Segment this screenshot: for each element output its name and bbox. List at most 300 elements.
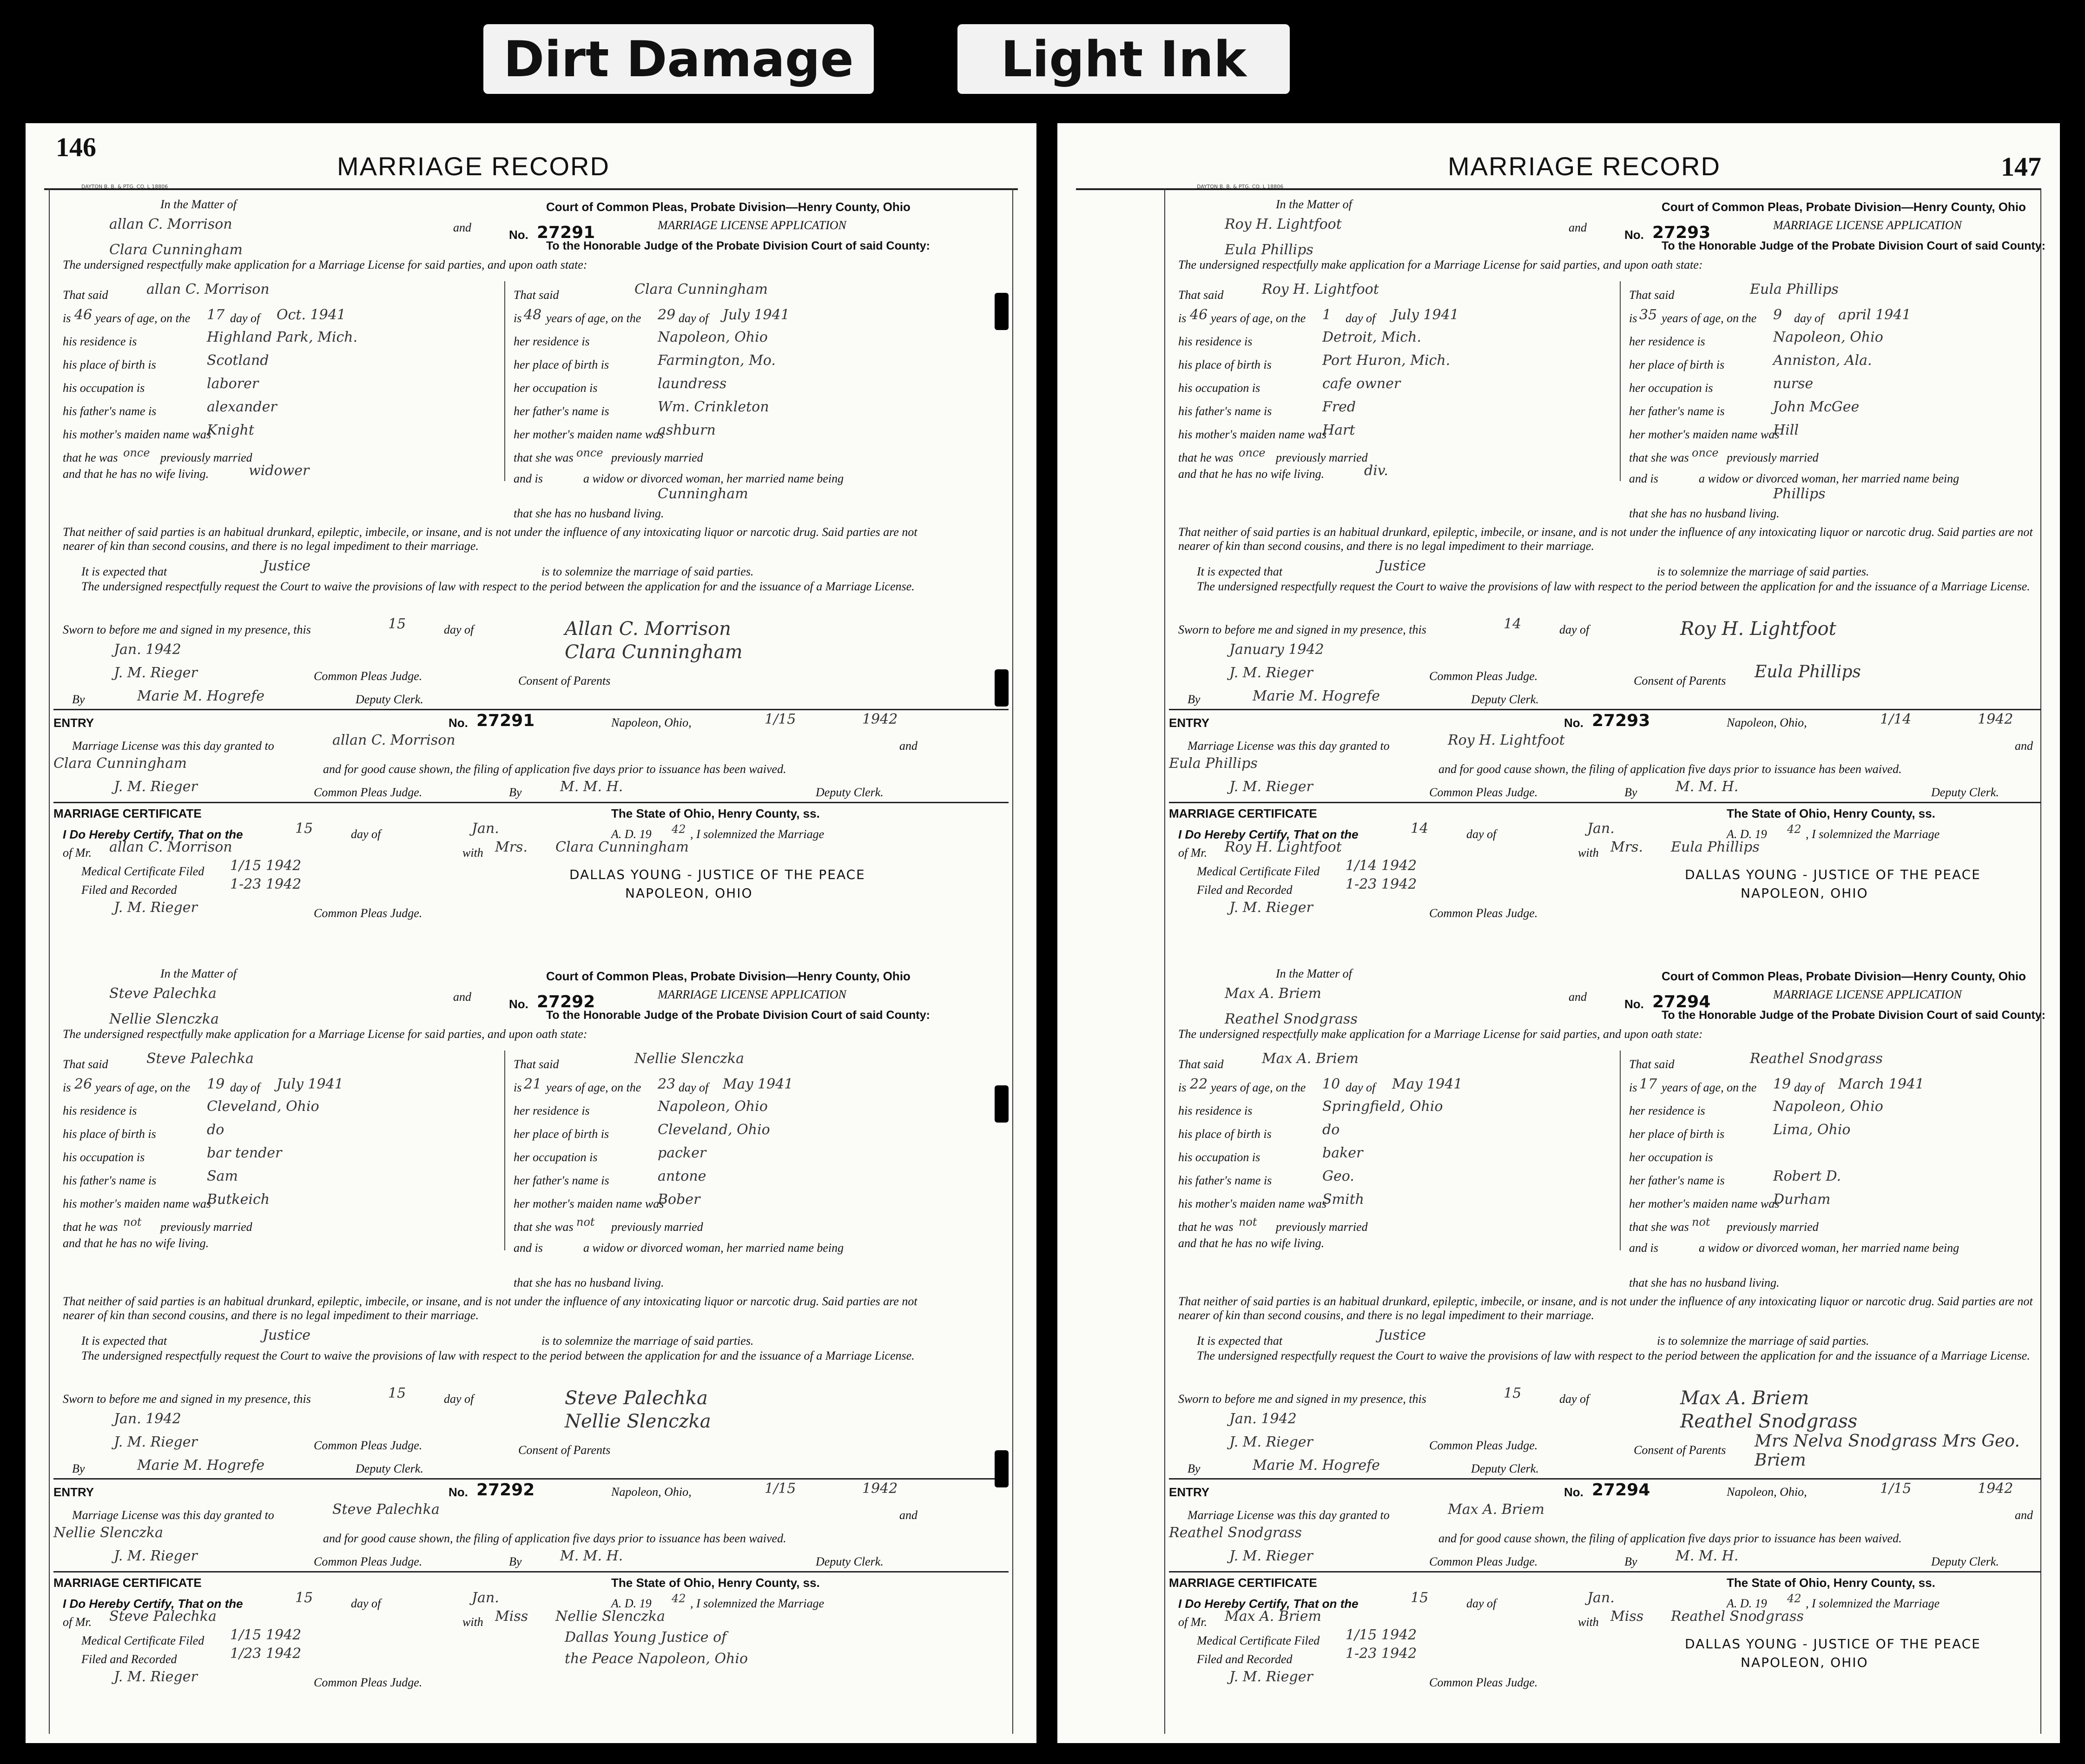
clerk-signature: Marie M. Hogrefe <box>1253 1457 1380 1473</box>
and-label: and <box>1569 990 1587 1004</box>
cert-heading: MARRIAGE CERTIFICATE <box>53 1576 202 1590</box>
and-label: and <box>453 221 471 234</box>
jp-stamp-line2: NAPOLEON, OHIO <box>625 885 753 901</box>
honorable-line: To the Honorable Judge of the Probate Division Court of said County: <box>1662 1009 2045 1022</box>
cert-title: Mrs. <box>1610 839 1643 855</box>
neither-clause: That neither of said parties is an habitual drunkard, epileptic, imbecile, or insane, and is not under the influence of any intoxicating liquor or narcotic drug. Said parties are not nearer of kin than second cousins, and there is no legal impediment to their marriage. <box>63 1295 917 1322</box>
record-block <box>53 967 1009 1729</box>
cert-year: 42 <box>672 1592 686 1605</box>
entry-date: 1/14 <box>1880 711 1912 727</box>
entry-by: M. M. H. <box>1676 779 1739 795</box>
bride-b_father-label: her father's name is <box>1629 404 1725 418</box>
bride-birth-day: 19 <box>1773 1076 1791 1092</box>
groom-g_mother: Butkeich <box>207 1191 270 1208</box>
officiant: Justice <box>263 558 310 574</box>
years-age-label: years of age, on the <box>1662 1081 1757 1094</box>
cert-bride: Clara Cunningham <box>555 839 689 855</box>
top-rule <box>1076 188 2041 190</box>
bride-b_father-label: her father's name is <box>514 1174 609 1187</box>
ad-label: A. D. 19 <box>1727 1597 1767 1610</box>
bride-signature: Nellie Slenczka <box>565 1411 711 1432</box>
license-number: 27291 <box>537 223 595 242</box>
groom-birth-day: 1 <box>1322 307 1332 323</box>
bride-name: Clara Cunningham <box>109 242 243 258</box>
bride-age: 48 <box>524 307 542 323</box>
entry-bride: Nellie Slenczka <box>53 1525 163 1541</box>
column-divider <box>504 1050 505 1250</box>
clerk-label: Deputy Clerk. <box>816 1555 884 1568</box>
entry-heading: ENTRY <box>1169 716 1210 730</box>
entry-rule <box>1169 709 2041 710</box>
neither-clause: That neither of said parties is an habitual drunkard, epileptic, imbecile, or insane, and is not under the influence of any intoxicating liquor or narcotic drug. Said parties are not nearer of kin than second cousins, and there is no legal impediment to their marriage. <box>1178 525 2033 553</box>
consent-label: Consent of Parents <box>1634 674 1726 687</box>
cert-month: Jan. <box>1587 1590 1615 1606</box>
filed-date: 1/23 1942 <box>230 1645 302 1662</box>
groom-birth-month: May 1941 <box>1392 1076 1463 1092</box>
with-label: with <box>1578 846 1599 859</box>
clerk-signature: Marie M. Hogrefe <box>1253 688 1380 704</box>
bride-name: Eula Phillips <box>1225 242 1313 258</box>
margin-rule <box>49 188 50 1734</box>
bride-prev: not <box>1692 1216 1710 1229</box>
that-he-label: that he was <box>63 1220 118 1234</box>
years-age-label: years of age, on the <box>1211 311 1306 325</box>
prev-married-label: previously married <box>1276 451 1368 464</box>
prev-married-label: previously married <box>1276 1220 1368 1234</box>
that-she-label: that she was <box>514 451 574 464</box>
cert-groom: allan C. Morrison <box>109 839 232 855</box>
light-ink-label: Light Ink <box>957 24 1290 94</box>
med-cert-label: Medical Certificate Filed <box>81 1634 205 1647</box>
groom-g_father: Sam <box>207 1168 238 1184</box>
bride-b_birth: Lima, Ohio <box>1773 1122 1851 1138</box>
binder-hole <box>995 1085 1009 1123</box>
sworn-label: Sworn to before me and signed in my presence, this <box>63 623 311 636</box>
state-label: The State of Ohio, Henry County, ss. <box>611 1576 820 1590</box>
dirt-damage-label: Dirt Damage <box>483 24 874 94</box>
cert-rule <box>53 802 1009 803</box>
binder-hole <box>995 1450 1009 1487</box>
groom-g_birth-label: his place of birth is <box>63 358 156 371</box>
groom-g_birth-label: his place of birth is <box>1178 1127 1272 1141</box>
groom-g_res: Springfield, Ohio <box>1322 1098 1443 1115</box>
by-label: By <box>1188 1462 1201 1475</box>
record-block <box>53 198 1009 960</box>
no-wife-label: and that he has no wife living. <box>63 1236 209 1250</box>
napoleon-label: Napoleon, Ohio, <box>1727 716 1807 729</box>
in-matter-label: In the Matter of <box>160 967 237 980</box>
consent-signature: Mrs Nelva Snodgrass Mrs Geo. Briem <box>1755 1432 2020 1470</box>
bride-b_occ-label: her occupation is <box>514 381 598 395</box>
solemnize-label: is to solemnize the marriage of said parties. <box>1657 1334 1869 1348</box>
bride-b_res: Napoleon, Ohio <box>658 1098 768 1115</box>
groom-g_mother-label: his mother's maiden name was <box>1178 1197 1326 1210</box>
entry-year: 1942 <box>1978 1480 2013 1497</box>
groom-g_res: Detroit, Mich. <box>1322 329 1421 345</box>
that-she-label: that she was <box>1629 1220 1689 1234</box>
sworn-month: Jan. 1942 <box>1229 1411 1297 1427</box>
judge-label: Common Pleas Judge. <box>1429 669 1538 683</box>
day-of-label: day of <box>1346 311 1376 325</box>
sworn-label: Sworn to before me and signed in my presence, this <box>1178 1392 1426 1406</box>
entry-groom: allan C. Morrison <box>332 732 455 748</box>
of-mr-label: of Mr. <box>1178 846 1207 859</box>
ad-label: A. D. 19 <box>611 1597 652 1610</box>
consent-label: Consent of Parents <box>518 1443 611 1457</box>
cert-rule <box>1169 802 2041 803</box>
bride-b_res-label: her residence is <box>514 335 590 348</box>
license-no-label: No. <box>1624 228 1644 242</box>
by-label: By <box>72 1462 85 1475</box>
groom-prev: once <box>123 446 150 459</box>
left-page <box>26 123 1036 1743</box>
hereby-label: I Do Hereby Certify, That on the <box>63 827 243 841</box>
clerk-signature: Marie M. Hogrefe <box>137 1457 264 1473</box>
years-age-label: years of age, on the <box>95 311 191 325</box>
prev-married-label: previously married <box>1727 1220 1819 1234</box>
bride-b_occ: laundress <box>658 376 727 392</box>
med-cert-date: 1/15 1942 <box>1346 1627 1417 1643</box>
license-no-label: No. <box>1624 997 1644 1011</box>
jp-stamp-line1: DALLAS YOUNG - JUSTICE OF THE PEACE <box>1685 1636 1981 1652</box>
day-of-label: day of <box>444 1392 474 1406</box>
groom-name: allan C. Morrison <box>109 216 232 232</box>
good-cause-label: and for good cause shown, the filing of application five days prior to issuance has been waived. <box>1438 1532 1902 1545</box>
judge-label: Common Pleas Judge. <box>314 1555 422 1568</box>
judge-label: Common Pleas Judge. <box>314 786 422 799</box>
groom-g_mother: Hart <box>1322 422 1355 438</box>
neither-clause: That neither of said parties is an habitual drunkard, epileptic, imbecile, or insane, and is not under the influence of any intoxicating liquor or narcotic drug. Said parties are not nearer of kin than second cousins, and there is no legal impediment to their marriage. <box>63 525 917 553</box>
entry-bride: Clara Cunningham <box>53 755 187 772</box>
cert-title: Miss <box>1610 1608 1644 1625</box>
bride-b_father: antone <box>658 1168 706 1184</box>
cert-title: Miss <box>495 1608 528 1625</box>
entry-license-number: 27294 <box>1592 1480 1650 1500</box>
groom-g_father: Fred <box>1322 399 1356 415</box>
entry-rule <box>53 1478 1009 1480</box>
jp-stamp-line1: DALLAS YOUNG - JUSTICE OF THE PEACE <box>1685 867 1981 882</box>
by-label: By <box>1188 693 1201 706</box>
hereby-label: I Do Hereby Certify, That on the <box>63 1597 243 1611</box>
and-is-label: and is <box>1629 472 1658 485</box>
hereby-label: I Do Hereby Certify, That on the <box>1178 1597 1359 1611</box>
entry-bride: Eula Phillips <box>1169 755 1258 772</box>
groom-birth-day: 17 <box>207 307 225 323</box>
bride-b_mother-label: her mother's maiden name was <box>1629 428 1780 441</box>
groom-g_res: Highland Park, Mich. <box>207 329 358 345</box>
day-of-label: day of <box>230 1081 260 1094</box>
cert-year: 42 <box>1787 823 1801 836</box>
bride-name-repeat: Nellie Slenczka <box>634 1050 744 1067</box>
groom-g_res: Cleveland, Ohio <box>207 1098 319 1115</box>
groom-g_mother-label: his mother's maiden name was <box>63 1197 211 1210</box>
expected-label: It is expected that <box>1197 1334 1283 1348</box>
med-cert-label: Medical Certificate Filed <box>81 865 205 878</box>
clerk-label: Deputy Clerk. <box>356 1462 423 1475</box>
expected-label: It is expected that <box>1197 565 1283 578</box>
med-cert-label: Medical Certificate Filed <box>1197 865 1320 878</box>
judge-label: Common Pleas Judge. <box>1429 1555 1538 1568</box>
is-label: is <box>63 1081 71 1094</box>
entry-bride: Reathel Snodgrass <box>1169 1525 1302 1541</box>
bride-b_occ-label: her occupation is <box>1629 381 1713 395</box>
officiant: Justice <box>1378 1327 1426 1343</box>
groom-g_occ: baker <box>1322 1145 1363 1161</box>
entry-groom: Steve Palechka <box>332 1501 440 1518</box>
and-is-label: and is <box>1629 1241 1658 1255</box>
entry-heading: ENTRY <box>53 1485 94 1499</box>
that-he-label: that he was <box>1178 1220 1234 1234</box>
solemnized-label: , I solemnized the Marriage <box>1806 1597 1940 1610</box>
and-label: and <box>453 990 471 1004</box>
jp-stamp-line2: NAPOLEON, OHIO <box>1741 1655 1868 1670</box>
license-no-label: No. <box>1564 716 1584 730</box>
judge-label: Common Pleas Judge. <box>314 906 422 920</box>
filed-label: Filed and Recorded <box>81 1652 177 1666</box>
groom-age: 46 <box>74 307 92 323</box>
column-divider <box>1620 1050 1621 1250</box>
by-label: By <box>72 693 85 706</box>
judge-label: Common Pleas Judge. <box>1429 1676 1538 1689</box>
by-label: By <box>1624 786 1637 799</box>
cert-heading: MARRIAGE CERTIFICATE <box>53 806 202 820</box>
groom-g_father-label: his father's name is <box>63 1174 157 1187</box>
is-label: is <box>1629 1081 1637 1094</box>
officiant: Justice <box>263 1327 310 1343</box>
groom-g_father: Geo. <box>1322 1168 1354 1184</box>
filed-date: 1-23 1942 <box>1346 1645 1417 1662</box>
entry-date: 1/15 <box>1880 1480 1912 1497</box>
groom-signature: Roy H. Lightfoot <box>1680 618 1836 640</box>
groom-g_res-label: his residence is <box>63 1104 137 1117</box>
that-he-label: that he was <box>1178 451 1234 464</box>
bride-b_father: Robert D. <box>1773 1168 1841 1184</box>
solemnized-label: , I solemnized the Marriage <box>1806 827 1940 841</box>
ad-label: A. D. 19 <box>611 827 652 841</box>
that-he-label: that he was <box>63 451 118 464</box>
entry-rule <box>1169 1478 2041 1480</box>
is-label: is <box>1629 311 1637 325</box>
that-said-label: That said <box>63 288 108 302</box>
that-she-label: that she was <box>1629 451 1689 464</box>
consent-label: Consent of Parents <box>518 674 611 687</box>
filed-label: Filed and Recorded <box>1197 1652 1293 1666</box>
bride-name-repeat: Eula Phillips <box>1750 281 1839 297</box>
groom-g_father-label: his father's name is <box>1178 1174 1272 1187</box>
groom-g_mother: Smith <box>1322 1191 1364 1208</box>
clerk-label: Deputy Clerk. <box>1471 1462 1539 1475</box>
bride-b_father-label: her father's name is <box>1629 1174 1725 1187</box>
of-mr-label: of Mr. <box>1178 1615 1207 1629</box>
bride-b_res: Napoleon, Ohio <box>1773 329 1883 345</box>
cert-heading: MARRIAGE CERTIFICATE <box>1169 806 1317 820</box>
day-of-label: day of <box>1466 827 1497 841</box>
groom-g_father-label: his father's name is <box>1178 404 1272 418</box>
judge-label: Common Pleas Judge. <box>1429 786 1538 799</box>
bride-age: 21 <box>524 1076 542 1092</box>
napoleon-label: Napoleon, Ohio, <box>611 716 692 729</box>
filed-date: 1-23 1942 <box>1346 876 1417 892</box>
bride-b_birth-label: her place of birth is <box>1629 358 1725 371</box>
honorable-line: To the Honorable Judge of the Probate Division Court of said County: <box>546 239 930 252</box>
entry-year: 1942 <box>862 711 898 727</box>
bride-b_mother: Durham <box>1773 1191 1831 1208</box>
groom-g_occ-label: his occupation is <box>63 381 145 395</box>
groom-birth-day: 19 <box>207 1076 225 1092</box>
groom-birth-month: Oct. 1941 <box>277 307 346 323</box>
med-cert-date: 1/15 1942 <box>230 1627 302 1643</box>
groom-g_birth-label: his place of birth is <box>63 1127 156 1141</box>
expected-label: It is expected that <box>81 1334 167 1348</box>
waive-clause: The undersigned respectfully request the Court to waive the provisions of law with respect to the period between the application for and the issuance of a Marriage License. <box>1197 1349 2030 1362</box>
license-no-label: No. <box>449 716 468 730</box>
day-of-label: day of <box>444 623 474 636</box>
groom-status: widower <box>249 462 310 479</box>
and-label: and <box>899 739 917 753</box>
and-is-label: and is <box>514 1241 543 1255</box>
granted-label: Marriage License was this day granted to <box>72 739 274 753</box>
groom-g_birth: do <box>207 1122 224 1138</box>
judge-signature: J. M. Rieger <box>1229 665 1313 681</box>
column-divider <box>504 281 505 481</box>
record-block <box>1169 967 2045 1729</box>
application-heading: MARRIAGE LICENSE APPLICATION <box>658 988 846 1001</box>
state-label: The State of Ohio, Henry County, ss. <box>611 806 820 820</box>
page-title: MARRIAGE RECORD <box>337 152 610 181</box>
groom-g_birth: Scotland <box>207 352 269 369</box>
recorder-signature: J. M. Rieger <box>114 1669 198 1685</box>
groom-prev: not <box>1239 1216 1257 1229</box>
state-label: The State of Ohio, Henry County, ss. <box>1727 1576 1935 1590</box>
cert-groom: Roy H. Lightfoot <box>1225 839 1342 855</box>
that-said-label: That said <box>63 1057 108 1071</box>
bride-b_birth: Anniston, Ala. <box>1773 352 1872 369</box>
entry-groom: Max A. Briem <box>1448 1501 1544 1518</box>
bride-name: Reathel Snodgrass <box>1225 1011 1358 1027</box>
bride-b_res: Napoleon, Ohio <box>1773 1098 1883 1115</box>
of-mr-label: of Mr. <box>63 1615 92 1629</box>
license-no-label: No. <box>509 228 528 242</box>
bride-married-name: Phillips <box>1773 486 1826 502</box>
binder-hole <box>995 669 1009 707</box>
clerk-label: Deputy Clerk. <box>356 693 423 706</box>
sworn-month: Jan. 1942 <box>114 1411 181 1427</box>
court-heading: Court of Common Pleas, Probate Division—Henry County, Ohio <box>1662 200 2026 214</box>
bride-b_occ-label: her occupation is <box>514 1150 598 1164</box>
bride-birth-month: March 1941 <box>1838 1076 1924 1092</box>
solemnized-label: , I solemnized the Marriage <box>690 1597 825 1610</box>
bride-prev: once <box>576 446 603 459</box>
med-cert-date: 1/15 1942 <box>230 858 302 874</box>
license-number: 27292 <box>537 992 595 1011</box>
bride-birth-month: april 1941 <box>1838 307 1911 323</box>
license-no-label: No. <box>449 1485 468 1499</box>
groom-age: 22 <box>1190 1076 1208 1092</box>
prev-married-label: previously married <box>611 1220 703 1234</box>
undersigned-line: The undersigned respectfully make application for a Marriage License for said parties, and upon oath state: <box>63 258 587 271</box>
clerk-label: Deputy Clerk. <box>816 786 884 799</box>
entry-year: 1942 <box>862 1480 898 1497</box>
widow-label: a widow or divorced woman, her married name being <box>583 472 844 485</box>
bride-age: 35 <box>1639 307 1657 323</box>
cert-year: 42 <box>672 823 686 836</box>
solemnize-label: is to solemnize the marriage of said parties. <box>541 565 754 578</box>
bride-b_birth: Cleveland, Ohio <box>658 1122 770 1138</box>
that-said-label: That said <box>1178 288 1224 302</box>
license-no-label: No. <box>1564 1485 1584 1499</box>
entry-judge: J. M. Rieger <box>114 779 198 795</box>
application-heading: MARRIAGE LICENSE APPLICATION <box>1773 988 1962 1001</box>
groom-name: Max A. Briem <box>1225 985 1321 1002</box>
good-cause-label: and for good cause shown, the filing of application five days prior to issuance has been waived. <box>1438 762 1902 776</box>
license-no-label: No. <box>509 997 528 1011</box>
groom-g_res-label: his residence is <box>1178 335 1253 348</box>
groom-g_birth: Port Huron, Mich. <box>1322 352 1451 369</box>
cert-rule <box>53 1571 1009 1572</box>
and-is-label: and is <box>514 472 543 485</box>
that-she-label: that she was <box>514 1220 574 1234</box>
bride-b_occ: packer <box>658 1145 706 1161</box>
and-label: and <box>2015 1508 2033 1522</box>
judge-label: Common Pleas Judge. <box>314 1676 422 1689</box>
waive-clause: The undersigned respectfully request the Court to waive the provisions of law with respect to the period between the application for and the issuance of a Marriage License. <box>81 1349 915 1362</box>
license-number: 27294 <box>1652 992 1711 1011</box>
judge-signature: J. M. Rieger <box>114 665 198 681</box>
groom-signature: Allan C. Morrison <box>565 618 731 640</box>
groom-name-repeat: allan C. Morrison <box>146 281 270 297</box>
cert-bride: Reathel Snodgrass <box>1671 1608 1804 1625</box>
groom-name-repeat: Max A. Briem <box>1262 1050 1359 1067</box>
bride-b_birth-label: her place of birth is <box>514 1127 609 1141</box>
of-mr-label: of Mr. <box>63 846 92 859</box>
entry-heading: ENTRY <box>53 716 94 730</box>
margin-rule <box>1012 188 1013 1734</box>
record-block <box>1169 198 2045 960</box>
sworn-day: 14 <box>1504 616 1522 632</box>
years-age-label: years of age, on the <box>1662 311 1757 325</box>
with-label: with <box>462 846 483 859</box>
groom-age: 46 <box>1190 307 1208 323</box>
bride-b_father: Wm. Crinkleton <box>658 399 769 415</box>
and-label: and <box>1569 221 1587 234</box>
bride-b_father: John McGee <box>1773 399 1860 415</box>
margin-rule <box>1164 188 1165 1734</box>
honorable-line: To the Honorable Judge of the Probate Division Court of said County: <box>546 1009 930 1022</box>
years-age-label: years of age, on the <box>1211 1081 1306 1094</box>
cert-day: 15 <box>1411 1590 1429 1606</box>
with-label: with <box>462 1615 483 1629</box>
no-husband-label: that she has no husband living. <box>1629 1276 1780 1289</box>
bride-name-repeat: Clara Cunningham <box>634 281 768 297</box>
entry-judge: J. M. Rieger <box>114 1548 198 1564</box>
bride-b_birth-label: her place of birth is <box>514 358 609 371</box>
in-matter-label: In the Matter of <box>1276 198 1352 211</box>
good-cause-label: and for good cause shown, the filing of application five days prior to issuance has been waived. <box>323 762 786 776</box>
by-label: By <box>509 1555 522 1568</box>
judge-label: Common Pleas Judge. <box>1429 1439 1538 1452</box>
bride-name: Nellie Slenczka <box>109 1011 219 1027</box>
bride-b_occ-label: her occupation is <box>1629 1150 1713 1164</box>
bride-birth-day: 9 <box>1773 307 1782 323</box>
recorder-signature: J. M. Rieger <box>1229 899 1313 916</box>
groom-name: Roy H. Lightfoot <box>1225 216 1342 232</box>
years-age-label: years of age, on the <box>546 1081 641 1094</box>
page-number: 147 <box>2001 152 2041 182</box>
clerk-label: Deputy Clerk. <box>1471 693 1539 706</box>
sworn-month: January 1942 <box>1229 641 1324 658</box>
sworn-label: Sworn to before me and signed in my presence, this <box>1178 623 1426 636</box>
that-said-label: That said <box>514 288 559 302</box>
